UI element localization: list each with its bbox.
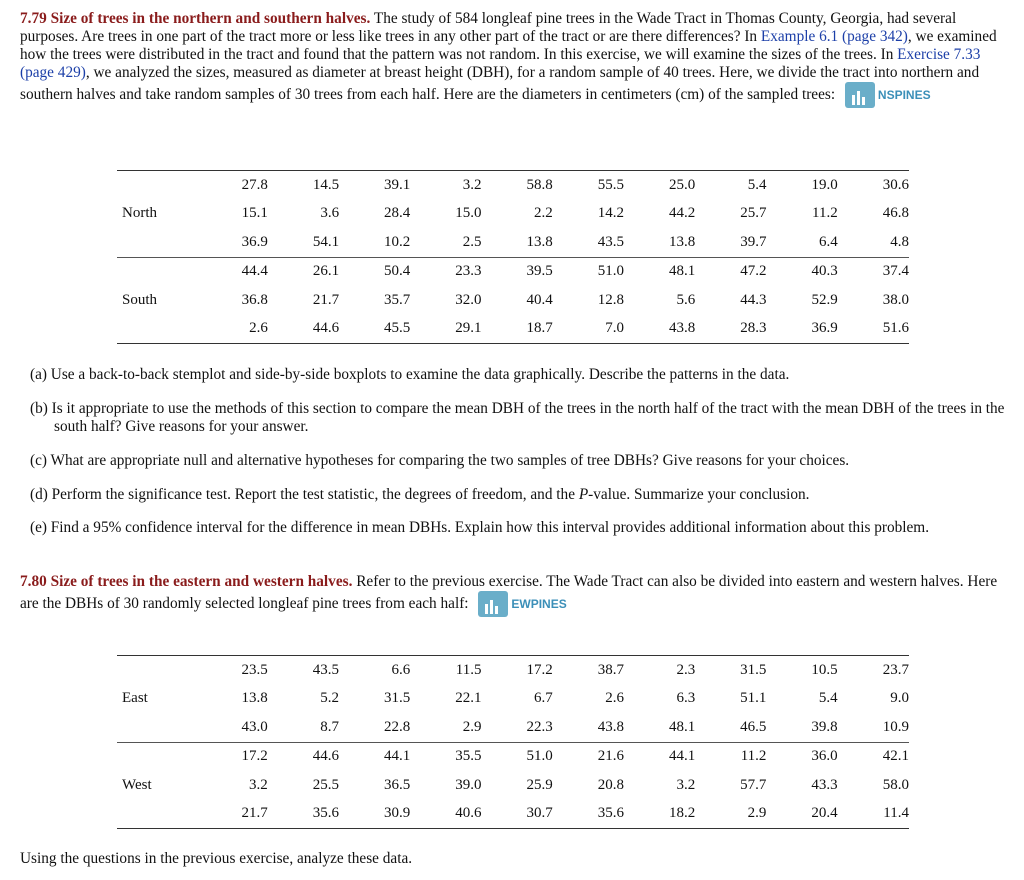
table-cell: 2.3 bbox=[624, 656, 695, 685]
group-label bbox=[117, 171, 197, 200]
table-cell: 46.5 bbox=[740, 718, 767, 735]
group-label-north: North bbox=[122, 205, 157, 222]
table-cell: 8.7 bbox=[320, 718, 340, 735]
table-cell: 14.2 bbox=[597, 205, 624, 222]
intro-text: The study of 584 longleaf pine trees in the Wade Tract in Thomas County, Georgia, had several purposes. Are trees in one part of the tract more or less like trees in any other part of the tract or are there differences? In bbox=[20, 10, 957, 45]
table-cell: 51.0 bbox=[481, 742, 552, 771]
table-cell: 44.4 bbox=[197, 257, 268, 286]
question-d-text: (d) Perform the significance test. Report the test statistic, the degrees of freedom, and the bbox=[30, 486, 579, 503]
table-cell: 27.8 bbox=[197, 171, 268, 200]
table-cell: 20.8 bbox=[597, 776, 624, 793]
table-cell: 14.5 bbox=[268, 171, 339, 200]
table-cell: 28.3 bbox=[695, 315, 766, 344]
table-cell: 25.5 bbox=[312, 776, 340, 793]
table-cell: 43.0 bbox=[241, 718, 268, 735]
exercise-number: 7.79 bbox=[20, 10, 47, 27]
table-cell: 2.2 bbox=[534, 205, 553, 222]
table-cell: 51.6 bbox=[838, 315, 909, 344]
table-row bbox=[117, 228, 909, 257]
table-cell: 25.9 bbox=[526, 776, 553, 793]
table-cell: 40.6 bbox=[410, 800, 481, 829]
table-cell: 29.1 bbox=[410, 315, 481, 344]
table-row bbox=[117, 171, 909, 200]
table-cell: 25.0 bbox=[624, 171, 695, 200]
table-cell: 2.6 bbox=[605, 690, 624, 707]
table-cell: 23.7 bbox=[838, 656, 909, 685]
table-cell: 19.0 bbox=[766, 171, 837, 200]
north-south-dbh-table bbox=[117, 170, 909, 344]
table-cell: 3.2 bbox=[249, 776, 268, 793]
table-row bbox=[117, 200, 909, 229]
table-cell: 4.8 bbox=[890, 233, 909, 250]
group-label bbox=[117, 742, 197, 771]
bar-chart-icon bbox=[478, 591, 508, 617]
east-west-dbh-table bbox=[117, 655, 909, 829]
table-cell: 6.7 bbox=[533, 690, 553, 707]
table-cell: 5.6 bbox=[676, 291, 696, 308]
table-cell: 11.4 bbox=[838, 800, 909, 829]
table-cell: 36.9 bbox=[766, 315, 837, 344]
question-a: (a) Use a back-to-back stemplot and side-by-side boxplots to examine the data graphically. Describe the patterns in the data. bbox=[30, 366, 790, 383]
table-cell: 39.8 bbox=[811, 718, 838, 735]
table-cell: 6.6 bbox=[339, 656, 410, 685]
table-cell: 58.8 bbox=[482, 171, 553, 200]
table-cell: 2.6 bbox=[197, 315, 268, 344]
table-cell: 15.1 bbox=[241, 205, 268, 222]
table-cell: 28.4 bbox=[384, 205, 411, 222]
table-cell: 42.1 bbox=[838, 742, 909, 771]
table-cell: 36.0 bbox=[766, 742, 837, 771]
table-row bbox=[117, 685, 909, 714]
table-cell: 30.6 bbox=[838, 171, 909, 200]
table-cell: 45.5 bbox=[339, 315, 410, 344]
table-cell: 12.8 bbox=[597, 291, 624, 308]
table-cell: 10.9 bbox=[882, 718, 909, 735]
table-cell: 31.5 bbox=[384, 690, 411, 707]
exercise-number: 7.80 bbox=[20, 573, 47, 590]
intro-text: , we examined how the trees were distributed in the tract and found that the pattern was not random. In this exercise, we will examine the sizes of the trees. In bbox=[20, 28, 997, 63]
table-cell: 11.5 bbox=[410, 656, 481, 685]
group-label bbox=[117, 800, 197, 829]
group-label bbox=[117, 315, 197, 344]
table-cell: 22.8 bbox=[384, 718, 411, 735]
table-cell: 17.2 bbox=[481, 656, 552, 685]
table-cell: 52.9 bbox=[811, 291, 838, 308]
table-cell: 13.8 bbox=[526, 233, 553, 250]
exercise-7-33-link[interactable]: Exercise 7.33 (page 429) bbox=[20, 46, 981, 81]
table-cell: 3.6 bbox=[320, 205, 340, 222]
table-row bbox=[117, 286, 909, 315]
group-label-west: West bbox=[122, 776, 152, 793]
table-cell: 44.1 bbox=[624, 742, 695, 771]
table-cell: 39.7 bbox=[740, 233, 767, 250]
table-cell: 47.2 bbox=[695, 257, 766, 286]
exercise-title: Size of trees in the northern and southern halves. bbox=[50, 10, 371, 27]
closing-instruction: Using the questions in the previous exercise, analyze these data. bbox=[20, 850, 413, 867]
table-cell: 3.2 bbox=[410, 171, 481, 200]
table-cell: 13.8 bbox=[668, 233, 696, 250]
table-cell: 2.9 bbox=[695, 800, 766, 829]
table-cell: 5.4 bbox=[695, 171, 766, 200]
table-cell: 3.2 bbox=[676, 776, 696, 793]
table-cell: 5.2 bbox=[320, 690, 340, 707]
table-cell: 54.1 bbox=[312, 233, 340, 250]
table-cell: 35.6 bbox=[553, 800, 624, 829]
table-cell: 55.5 bbox=[553, 171, 624, 200]
p-symbol: P bbox=[578, 486, 589, 503]
table-cell: 2.5 bbox=[462, 233, 482, 250]
intro-text: , we analyzed the sizes, measured as diameter at breast height (DBH), for a random sample of 40 trees. Here, we divide the tract into northern and southern halves and take random samples of 30 trees from each half. Here are the diameters in centimeters (cm) of the sampled trees: bbox=[20, 64, 980, 103]
question-b: (b) Is it appropriate to use the methods of this section to compare the mean DBH of the trees in the north half of the tract with the mean DBH of the trees in the south half? Give reasons for your answer. bbox=[30, 400, 1005, 435]
dataset-label: NSPINES bbox=[877, 88, 931, 102]
table-cell: 18.2 bbox=[624, 800, 695, 829]
table-cell: 36.9 bbox=[241, 233, 268, 250]
table-cell: 44.6 bbox=[268, 315, 339, 344]
table-cell: 31.5 bbox=[695, 656, 766, 685]
table-cell: 26.1 bbox=[268, 257, 339, 286]
table-row bbox=[117, 771, 909, 800]
question-d-text: -value. Summarize your conclusion. bbox=[588, 486, 810, 503]
question-c: (c) What are appropriate null and alternative hypotheses for comparing the two samples of tree DBHs? Give reasons for your choices. bbox=[30, 452, 850, 469]
table-cell: 44.1 bbox=[339, 742, 410, 771]
table-cell: 23.5 bbox=[197, 656, 268, 685]
table-cell: 46.8 bbox=[882, 205, 909, 222]
table-cell: 7.0 bbox=[553, 315, 624, 344]
table-cell: 11.2 bbox=[812, 205, 838, 222]
table-cell: 5.4 bbox=[818, 690, 838, 707]
table-cell: 35.6 bbox=[268, 800, 339, 829]
exercise-7-79-intro bbox=[20, 10, 1010, 108]
table-cell: 35.5 bbox=[410, 742, 481, 771]
table-cell: 18.7 bbox=[482, 315, 553, 344]
table-cell: 39.5 bbox=[482, 257, 553, 286]
exercise-7-80-intro bbox=[20, 573, 1010, 617]
intro-text: Refer to the previous exercise. The Wade Tract can also be divided into eastern and western halves. Here are the DBHs of 30 randomly selected longleaf pine trees from each half: bbox=[20, 573, 998, 612]
table-cell: 44.6 bbox=[268, 742, 339, 771]
group-label-east: East bbox=[122, 690, 148, 707]
nspines-dataset-button[interactable] bbox=[845, 82, 931, 108]
question-e: (e) Find a 95% confidence interval for the difference in mean DBHs. Explain how this interval provides additional information about this problem. bbox=[30, 519, 930, 536]
table-cell: 21.7 bbox=[312, 291, 340, 308]
ewpines-dataset-button[interactable] bbox=[478, 591, 566, 617]
exercise-title: Size of trees in the eastern and western halves. bbox=[50, 573, 353, 590]
table-cell: 15.0 bbox=[455, 205, 482, 222]
table-cell: 17.2 bbox=[197, 742, 268, 771]
table-cell: 38.0 bbox=[882, 291, 909, 308]
table-cell: 10.5 bbox=[766, 656, 837, 685]
table-cell: 43.8 bbox=[597, 718, 624, 735]
table-cell: 38.7 bbox=[553, 656, 624, 685]
table-cell: 22.1 bbox=[455, 690, 482, 707]
table-cell: 25.7 bbox=[740, 205, 767, 222]
group-label bbox=[117, 257, 197, 286]
question-d bbox=[30, 486, 1024, 504]
table-cell: 9.0 bbox=[890, 690, 909, 707]
table-row bbox=[117, 742, 909, 771]
table-cell: 37.4 bbox=[838, 257, 909, 286]
table-cell: 23.3 bbox=[410, 257, 481, 286]
table-cell: 43.8 bbox=[624, 315, 695, 344]
table-cell: 30.7 bbox=[481, 800, 552, 829]
dataset-label: EWPINES bbox=[511, 597, 567, 611]
table-cell: 43.3 bbox=[811, 776, 838, 793]
table-cell: 48.1 bbox=[668, 718, 696, 735]
table-cell: 57.7 bbox=[740, 776, 767, 793]
table-cell: 35.7 bbox=[384, 291, 411, 308]
table-cell: 36.5 bbox=[384, 776, 411, 793]
group-label bbox=[117, 228, 197, 257]
table-cell: 43.5 bbox=[268, 656, 339, 685]
table-cell: 6.4 bbox=[818, 233, 838, 250]
table-row bbox=[117, 257, 909, 286]
table-row bbox=[117, 656, 909, 685]
table-row bbox=[117, 800, 909, 829]
bar-chart-icon bbox=[845, 82, 875, 108]
table-cell: 39.1 bbox=[339, 171, 410, 200]
table-cell: 44.2 bbox=[668, 205, 696, 222]
table-cell: 40.4 bbox=[526, 291, 553, 308]
table-cell: 39.0 bbox=[455, 776, 482, 793]
table-cell: 51.0 bbox=[553, 257, 624, 286]
table-cell: 13.8 bbox=[241, 690, 268, 707]
table-cell: 50.4 bbox=[339, 257, 410, 286]
table-cell: 58.0 bbox=[882, 776, 909, 793]
table-row bbox=[117, 713, 909, 742]
group-label-south: South bbox=[122, 291, 158, 308]
table-cell: 30.9 bbox=[339, 800, 410, 829]
table-cell: 51.1 bbox=[740, 690, 767, 707]
example-6-1-link[interactable]: Example 6.1 (page 342) bbox=[760, 28, 908, 45]
group-label bbox=[117, 656, 197, 685]
table-cell: 48.1 bbox=[624, 257, 695, 286]
table-cell: 21.7 bbox=[197, 800, 268, 829]
table-row bbox=[117, 315, 909, 344]
table-cell: 22.3 bbox=[526, 718, 553, 735]
table-cell: 44.3 bbox=[740, 291, 767, 308]
table-cell: 10.2 bbox=[384, 233, 411, 250]
table-cell: 2.9 bbox=[462, 718, 482, 735]
table-cell: 43.5 bbox=[597, 233, 624, 250]
group-label bbox=[117, 713, 197, 742]
table-cell: 32.0 bbox=[455, 291, 482, 308]
table-cell: 40.3 bbox=[766, 257, 837, 286]
table-cell: 11.2 bbox=[695, 742, 766, 771]
table-cell: 20.4 bbox=[766, 800, 837, 829]
table-cell: 6.3 bbox=[676, 690, 696, 707]
table-cell: 21.6 bbox=[553, 742, 624, 771]
table-cell: 36.8 bbox=[241, 291, 268, 308]
